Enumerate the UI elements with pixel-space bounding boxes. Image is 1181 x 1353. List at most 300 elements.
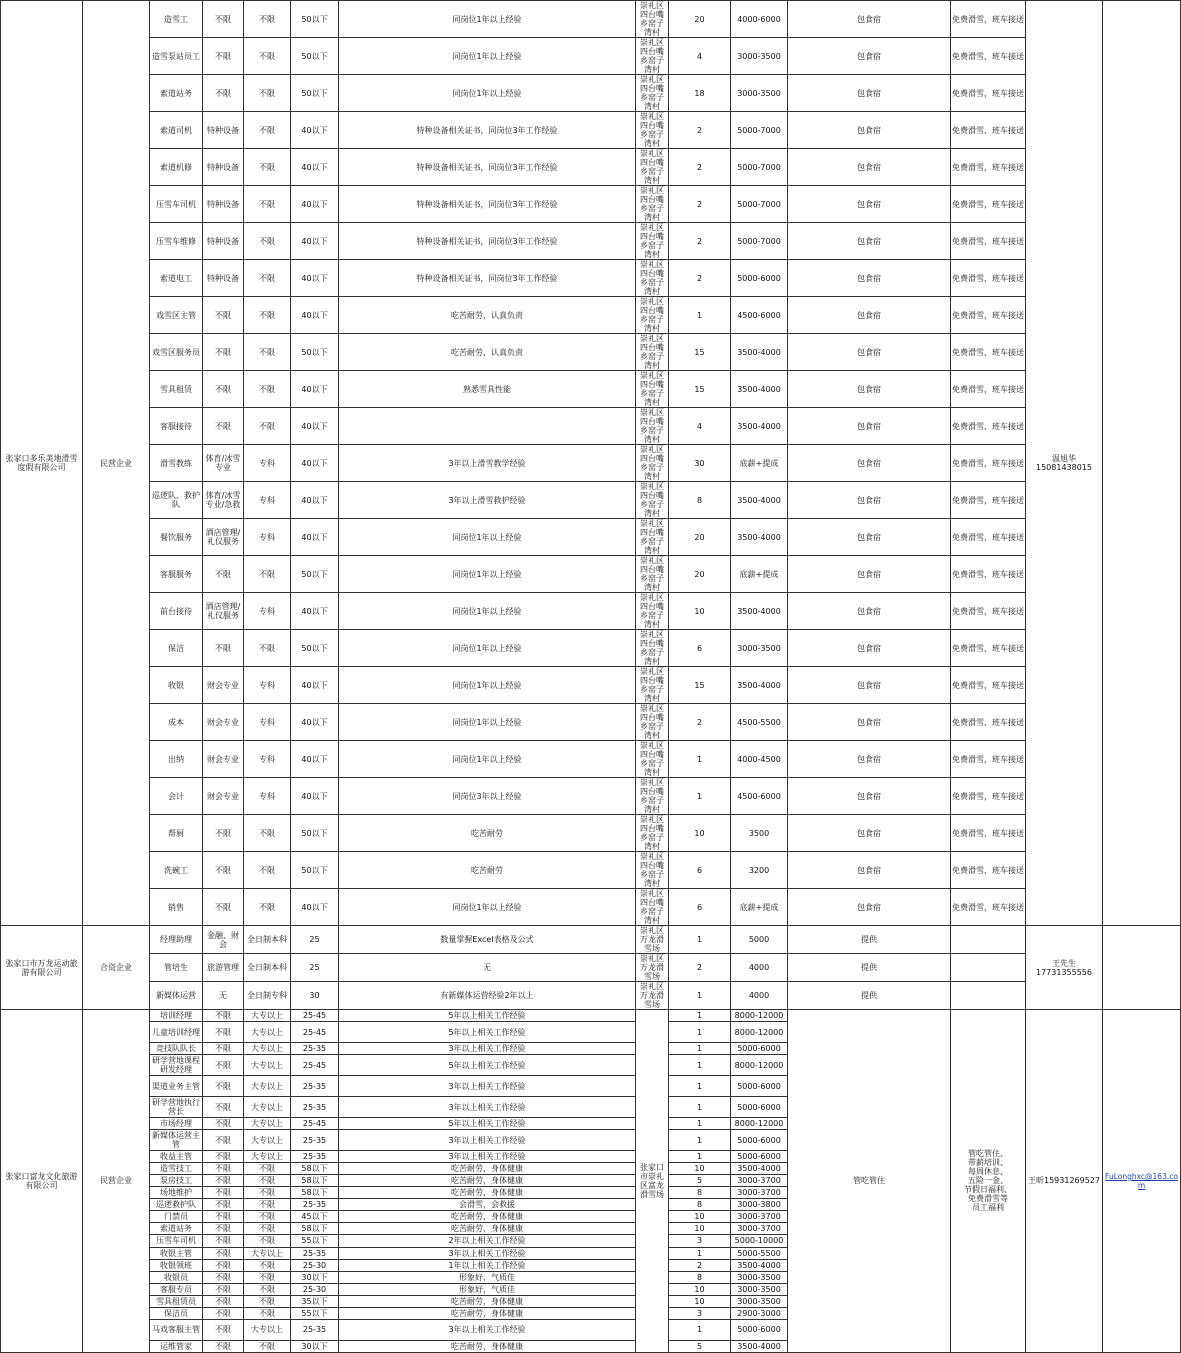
accommodation: 包食宿 <box>788 593 951 630</box>
salary: 5000-6000 <box>731 1043 788 1055</box>
salary: 5000-6000 <box>731 1151 788 1163</box>
accommodation: 提供 <box>788 954 951 982</box>
benefits: 免费滑雪，班车接送 <box>951 630 1026 667</box>
age: 40以下 <box>291 260 339 297</box>
accommodation: 包食宿 <box>788 38 951 75</box>
accommodation: 包食宿 <box>788 778 951 815</box>
salary: 4000 <box>731 982 788 1010</box>
work-place: 崇礼区四台嘴乡窑子湾村 <box>636 75 669 112</box>
accommodation: 包食宿 <box>788 1 951 38</box>
major: 不限 <box>203 1271 244 1283</box>
age: 58以下 <box>291 1163 339 1175</box>
accommodation: 包食宿 <box>788 445 951 482</box>
education: 大专以上 <box>244 1130 291 1151</box>
job-title: 马戏客服主管 <box>150 1319 203 1340</box>
salary: 3500-4000 <box>731 1163 788 1175</box>
headcount: 5 <box>669 1340 731 1352</box>
major: 不限 <box>203 75 244 112</box>
requirements: 有新媒体运营经验2年以上 <box>339 982 636 1010</box>
headcount: 3 <box>669 1307 731 1319</box>
benefits: 免费滑雪，班车接送 <box>951 741 1026 778</box>
requirements: 吃苦耐劳，身体健康 <box>339 1211 636 1223</box>
job-title: 成本 <box>150 704 203 741</box>
education: 不限 <box>244 371 291 408</box>
headcount: 2 <box>669 223 731 260</box>
requirements: 会滑雪，会救援 <box>339 1199 636 1211</box>
major: 体育/冰雪专业 <box>203 445 244 482</box>
salary: 3000-3800 <box>731 1199 788 1211</box>
requirements: 同岗位1年以上经验 <box>339 593 636 630</box>
requirements: 3年以上相关工作经验 <box>339 1076 636 1097</box>
job-title: 雪具租赁员 <box>150 1295 203 1307</box>
job-title: 保洁员 <box>150 1307 203 1319</box>
education: 全日制本科 <box>244 926 291 954</box>
age: 40以下 <box>291 186 339 223</box>
work-place: 崇礼区四台嘴乡窑子湾村 <box>636 889 669 926</box>
education: 不限 <box>244 1211 291 1223</box>
age: 40以下 <box>291 593 339 630</box>
education: 全日制本科 <box>244 954 291 982</box>
age: 40以下 <box>291 112 339 149</box>
age: 30以下 <box>291 1340 339 1352</box>
headcount: 4 <box>669 38 731 75</box>
headcount: 2 <box>669 260 731 297</box>
age: 40以下 <box>291 667 339 704</box>
salary: 4000-4500 <box>731 741 788 778</box>
requirements: 3年以上相关工作经验 <box>339 1130 636 1151</box>
major: 特种设备 <box>203 149 244 186</box>
age: 40以下 <box>291 223 339 260</box>
headcount: 1 <box>669 1055 731 1076</box>
job-title: 客服接待 <box>150 408 203 445</box>
education: 大专以上 <box>244 1097 291 1118</box>
major: 不限 <box>203 1187 244 1199</box>
requirements: 1年以上相关工作经验 <box>339 1259 636 1271</box>
job-title: 收银员 <box>150 1271 203 1283</box>
table-row <box>1 112 1181 149</box>
requirements: 同岗位1年以上经验 <box>339 667 636 704</box>
job-title: 巡逻救护队 <box>150 1199 203 1211</box>
education: 不限 <box>244 1307 291 1319</box>
major: 不限 <box>203 1055 244 1076</box>
education: 不限 <box>244 1283 291 1295</box>
accommodation: 包食宿 <box>788 630 951 667</box>
major: 不限 <box>203 1211 244 1223</box>
headcount: 18 <box>669 75 731 112</box>
age: 40以下 <box>291 704 339 741</box>
accommodation: 包食宿 <box>788 519 951 556</box>
table-row <box>1 445 1181 482</box>
education: 大专以上 <box>244 1055 291 1076</box>
benefits: 免费滑雪，班车接送 <box>951 815 1026 852</box>
salary: 4500-6000 <box>731 778 788 815</box>
major: 不限 <box>203 1307 244 1319</box>
job-title: 压雪车司机 <box>150 186 203 223</box>
major: 特种设备 <box>203 112 244 149</box>
major: 特种设备 <box>203 186 244 223</box>
headcount: 2 <box>669 954 731 982</box>
salary: 8000-12000 <box>731 1118 788 1130</box>
contact-person: 王昕15931269527 <box>1026 1010 1103 1353</box>
age: 40以下 <box>291 889 339 926</box>
headcount: 6 <box>669 889 731 926</box>
job-title: 收益主管 <box>150 1151 203 1163</box>
education: 不限 <box>244 223 291 260</box>
education: 不限 <box>244 815 291 852</box>
education: 不限 <box>244 149 291 186</box>
age: 40以下 <box>291 778 339 815</box>
age: 40以下 <box>291 408 339 445</box>
education: 大专以上 <box>244 1247 291 1259</box>
contact-person: 王先生 17731355556 <box>1026 926 1103 1010</box>
benefits: 免费滑雪，班车接送 <box>951 482 1026 519</box>
work-place: 崇礼区四台嘴乡窑子湾村 <box>636 519 669 556</box>
work-place: 崇礼区四台嘴乡窑子湾村 <box>636 815 669 852</box>
salary: 5000 <box>731 926 788 954</box>
work-place: 崇礼区四台嘴乡窑子湾村 <box>636 630 669 667</box>
job-title: 儿童培训经理 <box>150 1022 203 1043</box>
accommodation: 包食宿 <box>788 149 951 186</box>
major: 不限 <box>203 815 244 852</box>
salary: 2900-3000 <box>731 1307 788 1319</box>
education: 专科 <box>244 667 291 704</box>
education: 不限 <box>244 1199 291 1211</box>
major: 不限 <box>203 1259 244 1271</box>
benefits: 免费滑雪，班车接送 <box>951 519 1026 556</box>
major: 不限 <box>203 371 244 408</box>
company-name: 张家口市万龙运动旅游有限公司 <box>1 926 83 1010</box>
requirements: 同岗位1年以上经验 <box>339 1 636 38</box>
work-place: 崇礼区万龙滑雪场 <box>636 982 669 1010</box>
major: 不限 <box>203 1118 244 1130</box>
salary: 5000-5500 <box>731 1247 788 1259</box>
salary: 8000-12000 <box>731 1055 788 1076</box>
headcount: 10 <box>669 1211 731 1223</box>
requirements: 吃苦耐劳，认真负责 <box>339 334 636 371</box>
headcount: 20 <box>669 556 731 593</box>
salary: 3000-3500 <box>731 1295 788 1307</box>
age: 25-35 <box>291 1097 339 1118</box>
accommodation: 管吃管住 <box>788 1010 951 1353</box>
table-row <box>1 741 1181 778</box>
major: 不限 <box>203 1043 244 1055</box>
salary: 3500-4000 <box>731 408 788 445</box>
headcount: 2 <box>669 186 731 223</box>
age: 55以下 <box>291 1307 339 1319</box>
requirements: 5年以上相关工作经验 <box>339 1118 636 1130</box>
requirements: 3年以上相关工作经验 <box>339 1151 636 1163</box>
table-row <box>1 334 1181 371</box>
salary: 3000-3500 <box>731 1283 788 1295</box>
headcount: 2 <box>669 112 731 149</box>
benefits: 免费滑雪，班车接送 <box>951 223 1026 260</box>
benefits: 免费滑雪，班车接送 <box>951 297 1026 334</box>
requirements: 5年以上相关工作经验 <box>339 1055 636 1076</box>
education: 不限 <box>244 889 291 926</box>
job-title: 运维管家 <box>150 1340 203 1352</box>
headcount: 10 <box>669 1283 731 1295</box>
major: 无 <box>203 982 244 1010</box>
age: 30 <box>291 982 339 1010</box>
education: 专科 <box>244 593 291 630</box>
education: 大专以上 <box>244 1022 291 1043</box>
benefits: 免费滑雪，班车接送 <box>951 408 1026 445</box>
salary: 5000-6000 <box>731 1076 788 1097</box>
headcount: 8 <box>669 1187 731 1199</box>
job-title: 餐饮服务 <box>150 519 203 556</box>
table-row <box>1 260 1181 297</box>
salary: 5000-7000 <box>731 112 788 149</box>
headcount: 8 <box>669 482 731 519</box>
table-row <box>1 556 1181 593</box>
major: 酒店管理/礼仪服务 <box>203 519 244 556</box>
headcount: 1 <box>669 1022 731 1043</box>
work-place: 崇礼区万龙滑雪场 <box>636 926 669 954</box>
education: 大专以上 <box>244 1010 291 1022</box>
job-title: 客服服务 <box>150 556 203 593</box>
education: 大专以上 <box>244 1076 291 1097</box>
major: 财会专业 <box>203 741 244 778</box>
headcount: 1 <box>669 1130 731 1151</box>
job-title: 销售 <box>150 889 203 926</box>
age: 30以下 <box>291 1271 339 1283</box>
job-title: 新媒体运营 <box>150 982 203 1010</box>
job-title: 培训经理 <box>150 1010 203 1022</box>
benefits: 免费滑雪，班车接送 <box>951 593 1026 630</box>
company-type: 民营企业 <box>83 1 150 926</box>
requirements: 吃苦耐劳，身体健康 <box>339 1223 636 1235</box>
requirements: 吃苦耐劳，身体健康 <box>339 1295 636 1307</box>
table-row <box>1 408 1181 445</box>
age: 50以下 <box>291 1 339 38</box>
work-place: 崇礼区四台嘴乡窑子湾村 <box>636 852 669 889</box>
education: 不限 <box>244 1340 291 1352</box>
contact-person: 温旭华 15081438015 <box>1026 1 1103 926</box>
headcount: 1 <box>669 297 731 334</box>
education: 专科 <box>244 519 291 556</box>
major: 不限 <box>203 1130 244 1151</box>
accommodation: 包食宿 <box>788 852 951 889</box>
major: 特种设备 <box>203 223 244 260</box>
education: 不限 <box>244 186 291 223</box>
headcount: 30 <box>669 445 731 482</box>
accommodation: 包食宿 <box>788 75 951 112</box>
age: 50以下 <box>291 556 339 593</box>
accommodation: 包食宿 <box>788 741 951 778</box>
job-title: 研学营地执行营长 <box>150 1097 203 1118</box>
headcount: 1 <box>669 1118 731 1130</box>
work-place: 崇礼区四台嘴乡窑子湾村 <box>636 260 669 297</box>
table-row <box>1 593 1181 630</box>
requirements: 特种设备相关证书，同岗位3年工作经验 <box>339 112 636 149</box>
benefits: 免费滑雪，班车接送 <box>951 852 1026 889</box>
company-name: 张家口富龙文化旅游有限公司 <box>1 1010 83 1353</box>
benefits <box>951 926 1026 954</box>
company-type: 民营企业 <box>83 1010 150 1353</box>
benefits: 免费滑雪，班车接送 <box>951 149 1026 186</box>
requirements: 2年以上相关工作经验 <box>339 1235 636 1247</box>
headcount: 15 <box>669 371 731 408</box>
age: 50以下 <box>291 38 339 75</box>
requirements: 特种设备相关证书，同岗位3年工作经验 <box>339 186 636 223</box>
table-row <box>1 852 1181 889</box>
accommodation: 包食宿 <box>788 667 951 704</box>
job-title: 新媒体运营主管 <box>150 1130 203 1151</box>
salary: 5000-6000 <box>731 1130 788 1151</box>
headcount: 2 <box>669 149 731 186</box>
salary: 3000-3700 <box>731 1211 788 1223</box>
salary: 5000-6000 <box>731 260 788 297</box>
job-title: 帮厨 <box>150 815 203 852</box>
job-title: 管培生 <box>150 954 203 982</box>
education: 不限 <box>244 297 291 334</box>
requirements: 吃苦耐劳 <box>339 852 636 889</box>
requirements: 同岗位1年以上经验 <box>339 704 636 741</box>
requirements: 吃苦耐劳 <box>339 815 636 852</box>
table-row <box>1 630 1181 667</box>
major: 不限 <box>203 630 244 667</box>
major: 不限 <box>203 1340 244 1352</box>
salary: 3500-4000 <box>731 519 788 556</box>
major: 不限 <box>203 408 244 445</box>
salary: 底薪+提成 <box>731 445 788 482</box>
salary: 5000-6000 <box>731 1097 788 1118</box>
headcount: 20 <box>669 1 731 38</box>
benefits: 免费滑雪，班车接送 <box>951 371 1026 408</box>
table-row <box>1 149 1181 186</box>
salary: 3500-4000 <box>731 667 788 704</box>
contact-email-link[interactable]: FuLonghxc@163.com <box>1105 1171 1178 1190</box>
requirements: 同岗位1年以上经验 <box>339 519 636 556</box>
major: 不限 <box>203 1283 244 1295</box>
work-place: 崇礼区四台嘴乡窑子湾村 <box>636 778 669 815</box>
work-place: 崇礼区四台嘴乡窑子湾村 <box>636 223 669 260</box>
major: 不限 <box>203 1199 244 1211</box>
job-title: 门禁员 <box>150 1211 203 1223</box>
salary: 3000-3700 <box>731 1187 788 1199</box>
education: 不限 <box>244 260 291 297</box>
requirements: 特种设备相关证书，同岗位3年工作经验 <box>339 149 636 186</box>
age: 40以下 <box>291 297 339 334</box>
major: 财会专业 <box>203 778 244 815</box>
requirements: 无 <box>339 954 636 982</box>
job-title: 渠道业务主管 <box>150 1076 203 1097</box>
job-title: 造雪技工 <box>150 1163 203 1175</box>
table-row <box>1 815 1181 852</box>
requirements: 数量掌握Excel表格及公式 <box>339 926 636 954</box>
salary: 3000-3500 <box>731 630 788 667</box>
requirements: 3年以上相关工作经验 <box>339 1247 636 1259</box>
job-title: 会计 <box>150 778 203 815</box>
job-title: 索道站务 <box>150 1223 203 1235</box>
education: 专科 <box>244 741 291 778</box>
job-title: 压雪车司机 <box>150 1235 203 1247</box>
benefits: 免费滑雪，班车接送 <box>951 112 1026 149</box>
age: 25-35 <box>291 1319 339 1340</box>
requirements: 同岗位1年以上经验 <box>339 38 636 75</box>
table-row <box>1 519 1181 556</box>
requirements: 3年以上滑雪救护经验 <box>339 482 636 519</box>
accommodation: 包食宿 <box>788 408 951 445</box>
benefits: 免费滑雪，班车接送 <box>951 38 1026 75</box>
headcount: 1 <box>669 1151 731 1163</box>
major: 不限 <box>203 297 244 334</box>
education: 不限 <box>244 1 291 38</box>
table-row <box>1 223 1181 260</box>
salary: 4000 <box>731 954 788 982</box>
requirements: 特种设备相关证书，同岗位3年工作经验 <box>339 260 636 297</box>
education: 不限 <box>244 408 291 445</box>
job-title: 泵房技工 <box>150 1175 203 1187</box>
age: 25 <box>291 926 339 954</box>
salary: 3000-3500 <box>731 38 788 75</box>
table-row <box>1 1 1181 38</box>
education: 专科 <box>244 482 291 519</box>
major: 不限 <box>203 889 244 926</box>
job-title: 压雪车维修 <box>150 223 203 260</box>
requirements: 形象好，气质佳 <box>339 1271 636 1283</box>
job-title: 经理助理 <box>150 926 203 954</box>
requirements: 3年以上滑雪教学经验 <box>339 445 636 482</box>
accommodation: 包食宿 <box>788 297 951 334</box>
requirements: 3年以上相关工作经验 <box>339 1097 636 1118</box>
education: 不限 <box>244 334 291 371</box>
headcount: 1 <box>669 1097 731 1118</box>
table-row <box>1 954 1181 982</box>
job-title: 造雪泵站员工 <box>150 38 203 75</box>
benefits: 免费滑雪，班车接送 <box>951 667 1026 704</box>
major: 不限 <box>203 1175 244 1187</box>
job-title: 索道司机 <box>150 112 203 149</box>
requirements: 3年以上相关工作经验 <box>339 1319 636 1340</box>
accommodation: 包食宿 <box>788 556 951 593</box>
age: 35以下 <box>291 1295 339 1307</box>
education: 不限 <box>244 852 291 889</box>
work-place: 崇礼区四台嘴乡窑子湾村 <box>636 445 669 482</box>
work-place: 崇礼区四台嘴乡窑子湾村 <box>636 149 669 186</box>
education: 不限 <box>244 112 291 149</box>
benefits: 免费滑雪，班车接送 <box>951 260 1026 297</box>
age: 25-45 <box>291 1118 339 1130</box>
benefits: 免费滑雪，班车接送 <box>951 334 1026 371</box>
headcount: 10 <box>669 815 731 852</box>
requirements: 5年以上相关工作经验 <box>339 1022 636 1043</box>
age: 55以下 <box>291 1235 339 1247</box>
requirements: 同岗位1年以上经验 <box>339 75 636 112</box>
benefits <box>951 954 1026 982</box>
job-title: 竞技队队长 <box>150 1043 203 1055</box>
work-place: 崇礼区四台嘴乡窑子湾村 <box>636 667 669 704</box>
job-title: 收银领班 <box>150 1259 203 1271</box>
education: 不限 <box>244 38 291 75</box>
salary: 3500-4000 <box>731 482 788 519</box>
job-title: 巡逻队、救护队 <box>150 482 203 519</box>
benefits: 免费滑雪，班车接送 <box>951 889 1026 926</box>
major: 不限 <box>203 1 244 38</box>
company-type: 合资企业 <box>83 926 150 1010</box>
age: 40以下 <box>291 149 339 186</box>
requirements: 熟悉雪具性能 <box>339 371 636 408</box>
salary: 3500 <box>731 815 788 852</box>
education: 不限 <box>244 1163 291 1175</box>
major: 旅游管理 <box>203 954 244 982</box>
job-title: 滑雪教练 <box>150 445 203 482</box>
age: 50以下 <box>291 815 339 852</box>
age: 25-45 <box>291 1055 339 1076</box>
requirements: 吃苦耐劳，身体健康 <box>339 1187 636 1199</box>
requirements: 吃苦耐劳，身体健康 <box>339 1307 636 1319</box>
education: 不限 <box>244 630 291 667</box>
